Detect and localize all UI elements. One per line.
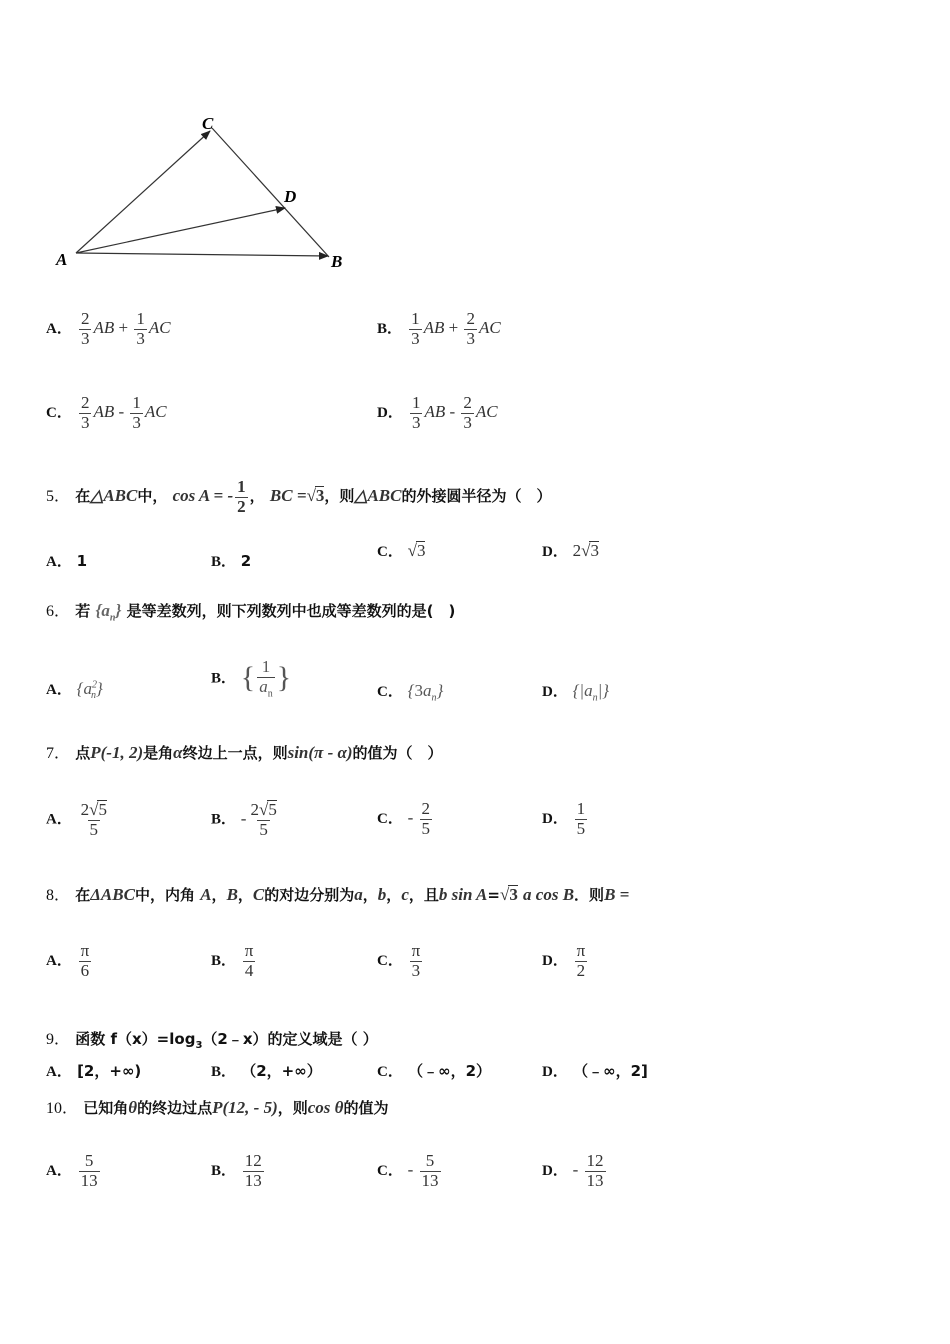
label-c: C [202,114,214,133]
q9-stem: 9． 函数 $f(x)=\log_3(2﹣x)$的定义域是（ ） [46,1030,378,1051]
vector-ab [76,253,328,256]
q4-option-a[interactable]: A． $\frac{2}{3}$ AB + $\frac{1}{3}$ AC [46,309,171,348]
segment-cb [212,128,329,257]
q10-option-b[interactable]: B． $\frac{12}{13}$ [211,1151,262,1190]
q4-option-b[interactable]: B． $\frac{1}{3}$ AB + $\frac{2}{3}$ AC [377,309,501,348]
q5-option-d[interactable]: D． 2√3 [542,541,599,560]
label-d: D [284,187,297,206]
q8-option-a[interactable]: A． $\frac{\pi}{6}$ [46,941,90,980]
q6-option-c[interactable]: C． $\{3a_n\}$ [377,681,444,704]
q5-stem: 5． 在△ABC中， cos A = - $\frac{1}{2}$ ， BC =√3，则△ABC的外接圆半径为（ ） [46,477,552,516]
q6-option-b[interactable]: B． { $\frac{1}{a_n}$ } [211,657,292,700]
vector-ac [76,131,210,253]
q10-option-a[interactable]: A． $\frac{5}{13}$ [46,1151,98,1190]
q5-option-c[interactable]: C． √3 [377,541,426,560]
q8-stem: 8． 在ΔABC中，内角 A，B，C的对边分别为a，b，c，且b sin A=√3 a cos B．则B = [46,885,630,904]
vector-ad [76,208,285,253]
triangle-figure [40,105,360,280]
q6-stem: 6． 若 $\{a_n\}$ 是等差数列，则下列数列中也成等差数列的是( ) [46,601,456,624]
q5-option-b[interactable]: B． 2 [211,552,252,570]
q7-option-d[interactable]: D． $\frac{1}{5}$ [542,799,586,838]
q9-option-c[interactable]: C． （﹣∞，2） [377,1062,492,1080]
q7-option-b[interactable]: B． - $\frac{2√5}{5}$ [211,800,277,839]
q8-option-c[interactable]: C． $\frac{\pi}{3}$ [377,941,421,980]
q6-option-a[interactable]: A． $\{a^2_n\}$ [46,679,103,702]
q8-option-b[interactable]: B． $\frac{\pi}{4}$ [211,941,254,980]
q7-option-c[interactable]: C． - $\frac{2}{5}$ [377,799,431,838]
q8-option-d[interactable]: D． $\frac{\pi}{2}$ [542,941,586,980]
q7-stem: 7． 点P(-1, 2)是角α终边上一点，则sin(π - α)的值为（ ） [46,743,443,762]
q6-option-d[interactable]: D． $\{|a_n|\}$ [542,681,610,704]
q9-option-b[interactable]: B． （2，+∞） [211,1062,322,1080]
label-b: B [331,252,343,271]
q10-option-c[interactable]: C． - $\frac{5}{13}$ [377,1151,439,1190]
label-a: A [56,250,68,269]
q4-option-c[interactable]: C． $\frac{2}{3}$ AB - $\frac{1}{3}$ AC [46,393,167,432]
q7-option-a[interactable]: A． $\frac{2√5}{5}$ [46,800,107,839]
q10-option-d[interactable]: D． - $\frac{12}{13}$ [542,1151,604,1190]
q9-option-d[interactable]: D． （﹣∞，2] [542,1062,648,1080]
q5-option-a[interactable]: A． 1 [46,552,88,570]
q4-option-d[interactable]: D． $\frac{1}{3}$ AB - $\frac{2}{3}$ AC [377,393,498,432]
q10-stem: 10． 已知角θ的终边过点P(12, - 5)，则cos θ的值为 [46,1098,389,1117]
q9-option-a[interactable]: A． [2，+∞) [46,1062,142,1080]
